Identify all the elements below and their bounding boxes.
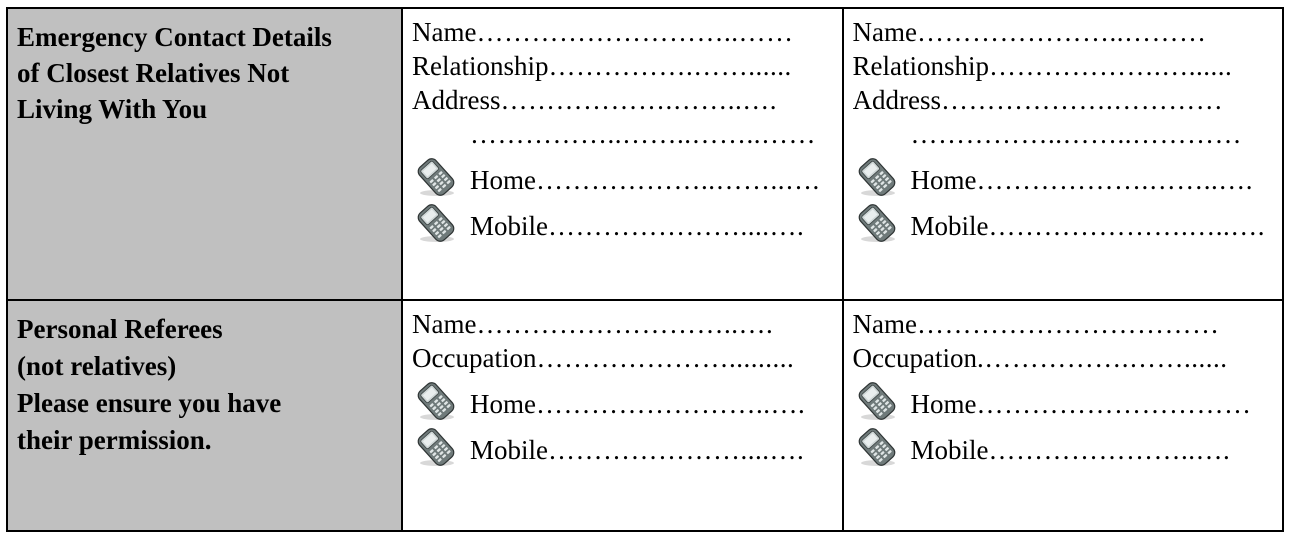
- emergency-contacts-row: [7, 8, 1283, 300]
- fill-in-dots: ……………..……..…………: [910, 119, 1242, 149]
- occupation-label: Occupation: [412, 343, 537, 373]
- fill-in-dots: …………………..………: [916, 17, 1207, 47]
- name-field[interactable]: [412, 15, 836, 49]
- fill-in-dots: ………………….........: [536, 343, 795, 373]
- mobile-label: Mobile: [470, 435, 548, 465]
- fill-in-dots: .…………….……......: [976, 343, 1228, 373]
- name-field[interactable]: [853, 307, 1277, 341]
- home-label: Home: [470, 389, 536, 419]
- address-label: Address: [412, 85, 501, 115]
- mobile-phone-icon: [853, 157, 901, 197]
- referee-2: [843, 300, 1284, 531]
- name-label: Name: [852, 17, 917, 47]
- address-continuation-field[interactable]: [412, 117, 836, 151]
- home-phone-field[interactable]: [412, 381, 836, 421]
- contact-details-form: [6, 7, 1284, 532]
- mobile-phone-icon: [412, 203, 460, 243]
- address-field[interactable]: [412, 83, 836, 117]
- address-continuation-field[interactable]: [853, 117, 1277, 151]
- referee-1: [402, 300, 843, 531]
- mobile-phone-field[interactable]: [412, 427, 836, 467]
- emergency-contact-2: [843, 8, 1284, 300]
- mobile-phone-field[interactable]: [412, 203, 836, 243]
- mobile-phone-icon: [853, 427, 901, 467]
- mobile-label: Mobile: [470, 211, 548, 241]
- relationship-label: Relationship: [852, 51, 989, 81]
- mobile-phone-icon: [412, 427, 460, 467]
- home-label: Home: [470, 165, 536, 195]
- heading-line: (not relatives): [17, 351, 177, 381]
- personal-referees-heading: [8, 301, 401, 459]
- name-label: Name: [852, 309, 917, 339]
- fill-in-dots: ……………………..….: [535, 389, 806, 419]
- fill-in-dots: ………………..……..….: [535, 165, 820, 195]
- home-phone-field[interactable]: [853, 157, 1277, 197]
- heading-line: Living With You: [17, 94, 208, 124]
- relationship-field[interactable]: [853, 49, 1277, 83]
- heading-line: their permission.: [17, 425, 212, 455]
- fill-in-dots: …………………....….: [548, 211, 805, 241]
- mobile-phone-icon: [853, 381, 901, 421]
- mobile-phone-icon: [412, 157, 460, 197]
- fill-in-dots: ……………….……..….: [500, 85, 777, 115]
- occupation-field[interactable]: [853, 341, 1277, 375]
- heading-line: Please ensure you have: [17, 388, 282, 418]
- fill-in-dots: ……………….…......: [989, 51, 1233, 81]
- fill-in-dots: …………………..….: [988, 435, 1231, 465]
- fill-in-dots: ……………………………: [916, 309, 1220, 339]
- mobile-phone-field[interactable]: [853, 427, 1277, 467]
- heading-line: Emergency Contact Details: [17, 22, 332, 52]
- fill-in-dots: ……………….…………: [941, 85, 1224, 115]
- fill-in-dots: ………………………..….: [476, 309, 774, 339]
- fill-in-dots: …………………………: [976, 389, 1252, 419]
- address-field[interactable]: [853, 83, 1277, 117]
- fill-in-dots: …………….……......: [548, 51, 792, 81]
- emergency-contacts-heading: [8, 9, 401, 127]
- name-label: Name: [412, 17, 477, 47]
- name-field[interactable]: [412, 307, 836, 341]
- home-phone-field[interactable]: [412, 157, 836, 197]
- emergency-contacts-label-cell: [7, 8, 402, 300]
- relationship-label: Relationship: [412, 51, 549, 81]
- occupation-field[interactable]: [412, 341, 836, 375]
- personal-referees-row: [7, 300, 1283, 531]
- fill-in-dots: …………………....….: [548, 435, 805, 465]
- mobile-label: Mobile: [910, 211, 989, 241]
- mobile-phone-icon: [853, 203, 901, 243]
- name-label: Name: [412, 309, 477, 339]
- personal-referees-label-cell: [7, 300, 402, 531]
- mobile-label: Mobile: [910, 435, 989, 465]
- mobile-phone-icon: [412, 381, 460, 421]
- heading-line: of Closest Relatives Not: [17, 58, 290, 88]
- fill-in-dots: ……………….……..….: [976, 165, 1253, 195]
- name-field[interactable]: [853, 15, 1277, 49]
- home-phone-field[interactable]: [853, 381, 1277, 421]
- address-label: Address: [852, 85, 941, 115]
- emergency-contact-1: [402, 8, 843, 300]
- heading-line: Personal Referees: [17, 314, 223, 344]
- home-label: Home: [910, 165, 977, 195]
- fill-in-dots: ……………..……..……..……: [470, 119, 816, 149]
- fill-in-dots: ………………………..……: [476, 17, 794, 47]
- fill-in-dots: ………………….…..….: [988, 211, 1265, 241]
- relationship-field[interactable]: [412, 49, 836, 83]
- mobile-phone-field[interactable]: [853, 203, 1277, 243]
- home-label: Home: [910, 389, 977, 419]
- occupation-label: Occupation: [852, 343, 977, 373]
